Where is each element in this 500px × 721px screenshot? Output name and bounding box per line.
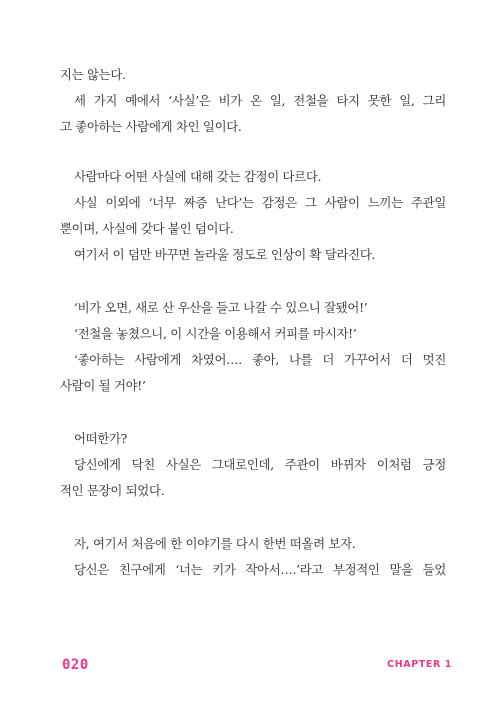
body-text <box>60 62 446 583</box>
paragraph-line: 지는 않는다. <box>60 67 126 82</box>
paragraph-line: 어떠한가? <box>74 431 128 446</box>
paragraph-line: 사람마다 어떤 사실에 대해 갖는 감정이 다르다. <box>74 169 322 184</box>
paragraph-line: 당신에게 닥친 사실은 그대로인데, 주관이 바뀌자 이처럼 긍정 <box>74 457 446 472</box>
paragraph-line: 뿐이며, 사실에 갖다 붙인 덤이다. <box>60 221 234 236</box>
chapter-label: CHAPTER 1 <box>387 659 452 670</box>
paragraph-line: 여기서 이 덤만 바꾸면 놀라울 정도로 인상이 확 달라진다. <box>74 247 376 262</box>
paragraph-line: 적인 문장이 되었다. <box>60 483 165 498</box>
paragraph-line: 세 가지 예에서 ‘사실’은 비가 온 일, 전철을 타지 못한 일, 그리 <box>74 93 446 108</box>
paragraph-line: ‘좋아하는 사람에게 차였어…. 좋아, 나를 더 가꾸어서 더 멋진 <box>74 352 446 367</box>
paragraph-line: 당신은 친구에게 ‘너는 키가 작아서….’라고 부정적인 말을 들었 <box>74 562 446 577</box>
paragraph-line: 사실 이외에 ‘너무 짜증 난다’는 감정은 그 사람이 느끼는 주관일 <box>74 195 446 210</box>
paragraph-line: 고 좋아하는 사람에게 차인 일이다. <box>60 119 242 134</box>
page-number: 020 <box>62 657 89 673</box>
paragraph-line: 자, 여기서 처음에 한 이야기를 다시 한번 떠올려 보자. <box>74 536 356 551</box>
paragraph-line: ‘비가 오면, 새로 산 우산을 들고 나갈 수 있으니 잘됐어!’ <box>74 300 368 315</box>
paragraph-line: 사람이 될 거야!’ <box>60 378 146 393</box>
paragraph-line: ‘전철을 놓쳤으니, 이 시간을 이용해서 커피를 마시자!’ <box>74 326 357 341</box>
